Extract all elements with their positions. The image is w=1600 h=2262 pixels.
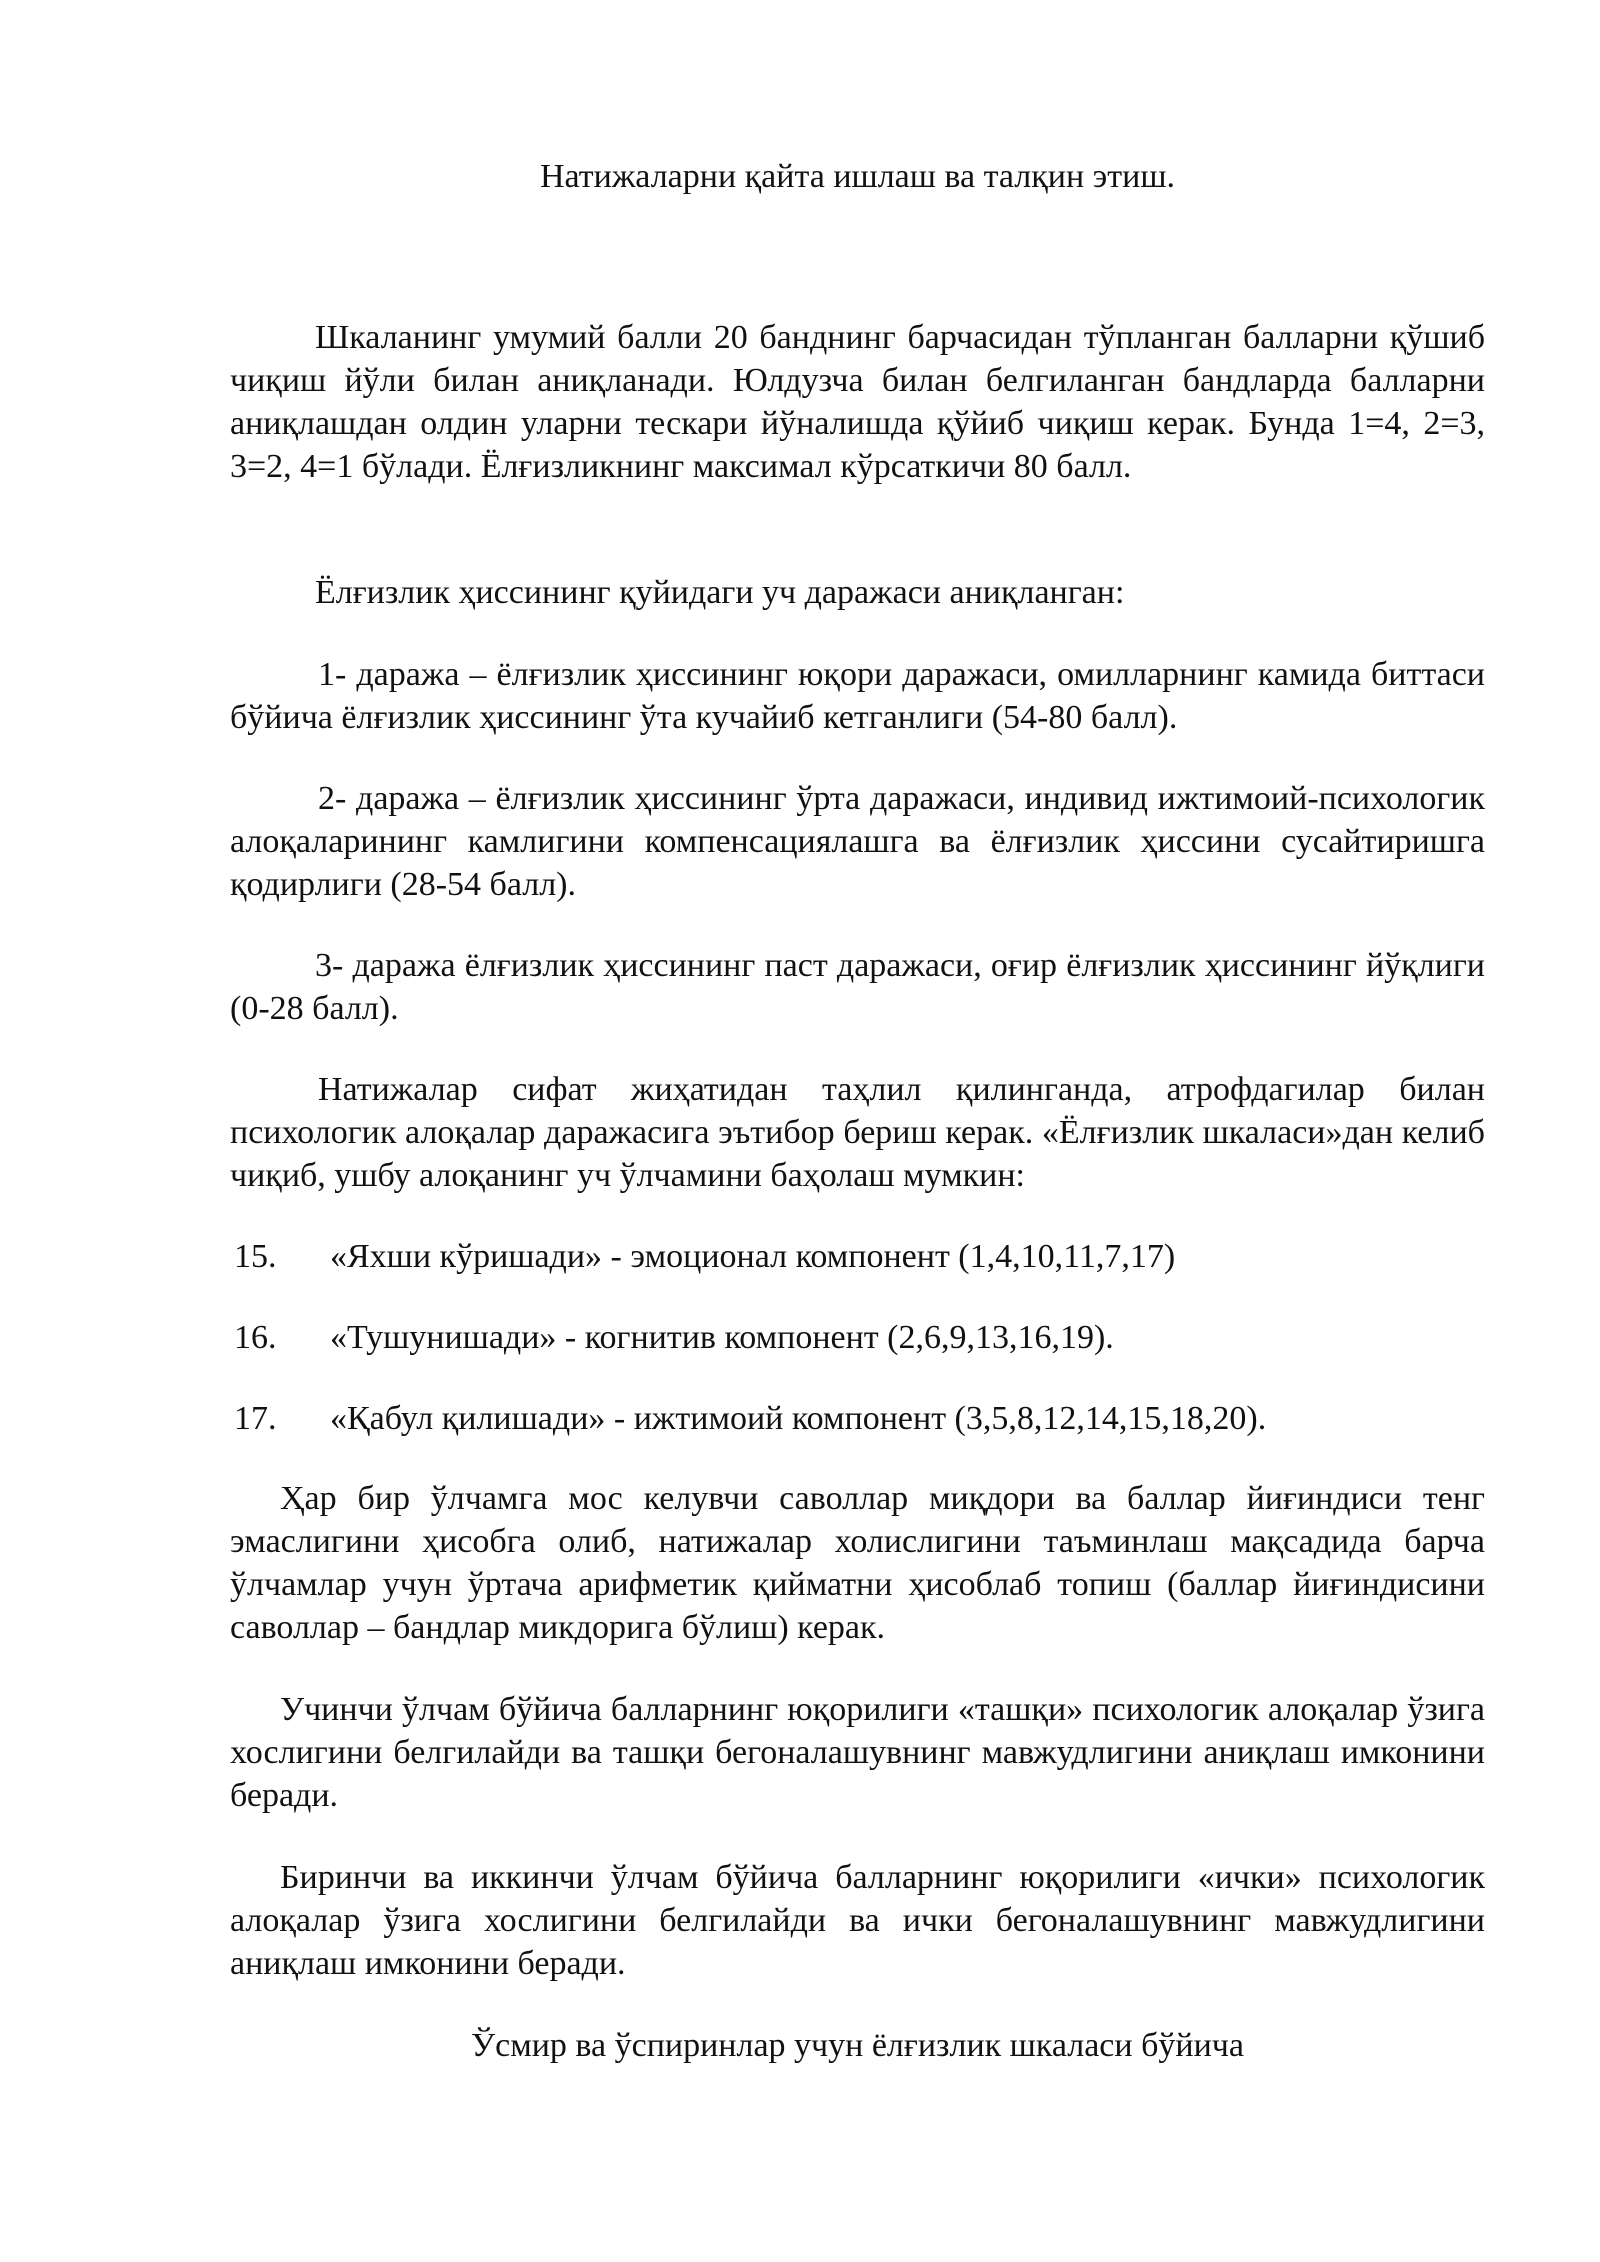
section-heading: Ўсмир ва ўспиринлар учун ёлғизлик шкаласи бўйича: [471, 2027, 1244, 2064]
paragraph-total-score: Шкаланинг умумий балли 20 банднинг барчасидан тўпланган балларни қўшиб чиқиш йўли билан аниқланади. Юлдузча билан белгиланган бандларда балларни аниқлашдан олдин уларни тескари йўналишда қўйиб чиқиш керак. Бунда 1=4, 2=3, 3=2, 4=1 бўлади. Ёлғизликнинг максимал кўрсаткичи 80 балл.: [230, 319, 1485, 485]
paragraph-levels-intro: Ёлғизлик ҳиссининг қуйидаги уч даражаси аниқланган:: [315, 574, 1125, 611]
list-item: [234, 1397, 1266, 1440]
list-item: [234, 1235, 1175, 1278]
paragraph-external-alienation: Учинчи ўлчам бўйича балларнинг юқорилиги «ташқи» психологик алоқалар ўзига хослигини белгилайди ва ташқи бегоналашувнинг мавжудлигини аниқлаш имконини беради.: [230, 1691, 1485, 1814]
paragraph-level-3: 3- даража ёлғизлик ҳиссининг паст даражаси, оғир ёлғизлик ҳиссининг йўқлиги (0-28 балл).: [230, 947, 1485, 1027]
paragraph-arithmetic-mean: Ҳар бир ўлчамга мос келувчи саволлар миқдори ва баллар йиғиндиси тенг эмаслигини ҳисобга олиб, натижалар холислигини таъминлаш мақсадида барча ўлчамлар учун ўртача арифметик қийматни ҳисоблаб топиш (баллар йиғиндисини саволлар – бандлар микдорига бўлиш) керак.: [230, 1480, 1485, 1646]
list-item-number: 16.: [234, 1319, 277, 1356]
paragraph-qualitative-analysis: Натижалар сифат жиҳатидан таҳлил қилинганда, атрофдагилар билан психологик алоқалар даражасига эътибор бериш керак. «Ёлғизлик шкаласи»дан келиб чиқиб, ушбу алоқанинг уч ўлчамини баҳолаш мумкин:: [230, 1071, 1485, 1194]
list-item: [234, 1316, 1114, 1359]
paragraph-level-2: 2- даража – ёлғизлик ҳиссининг ўрта даражаси, индивид ижтимоий-психологик алоқаларининг камлигини компенсациялашга ва ёлғизлик ҳиссини сусайтиришга қодирлиги (28-54 балл).: [230, 780, 1485, 903]
page-title: Натижаларни қайта ишлаш ва талқин этиш.: [540, 158, 1175, 195]
paragraph-internal-alienation: Биринчи ва иккинчи ўлчам бўйича балларнинг юқорилиги «ички» психологик алоқалар ўзига хослигини белгилайди ва ички бегоналашувнинг мавжудлигини аниқлаш имконини беради.: [230, 1859, 1485, 1982]
list-item-text: «Яхши кўришади» - эмоционал компонент (1,4,10,11,7,17): [330, 1238, 1176, 1275]
list-item-number: 17.: [234, 1400, 277, 1437]
paragraph-level-1: 1- даража – ёлғизлик ҳиссининг юқори даражаси, омилларнинг камида биттаси бўйича ёлғизлик ҳиссининг ўта кучайиб кетганлиги (54-80 балл).: [230, 656, 1485, 736]
list-item-number: 15.: [234, 1238, 277, 1275]
list-item-text: «Қабул қилишади» - ижтимоий компонент (3,5,8,12,14,15,18,20).: [330, 1400, 1267, 1437]
list-item-text: «Тушунишади» - когнитив компонент (2,6,9,13,16,19).: [330, 1319, 1114, 1356]
